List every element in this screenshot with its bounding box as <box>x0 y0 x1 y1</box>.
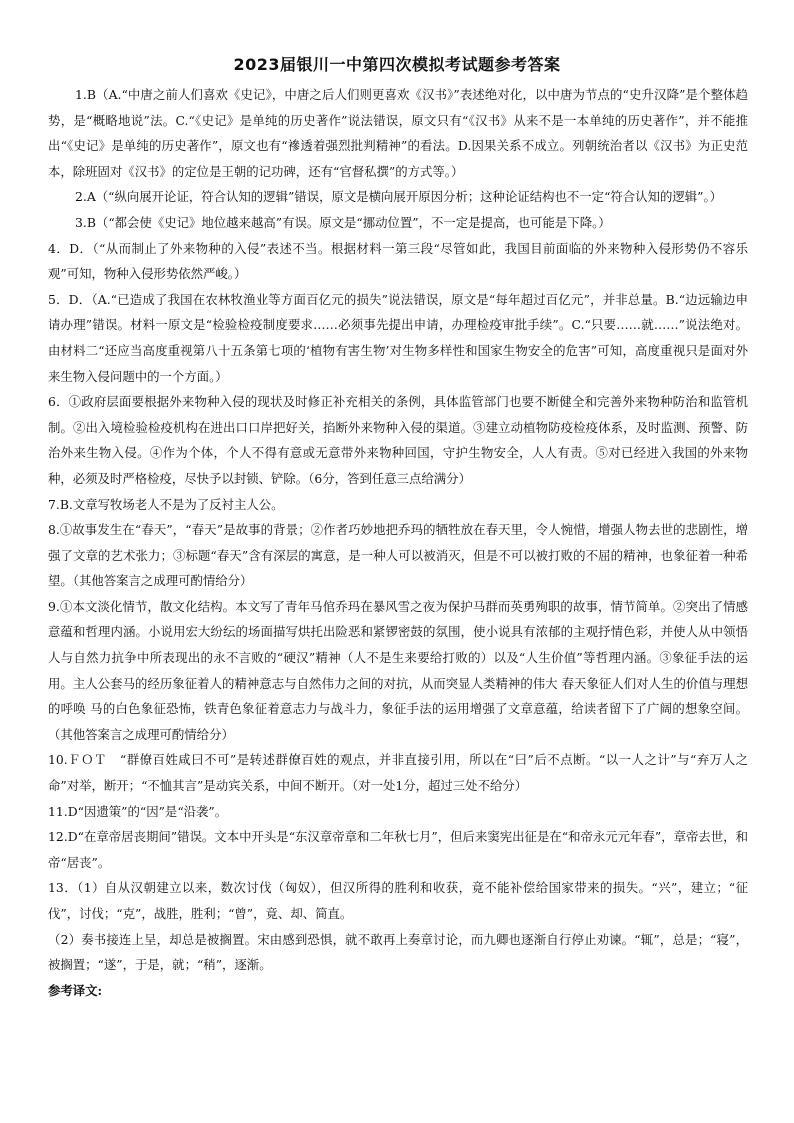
answer-item-5: 5．D．（A.“已造成了我国在农林牧渔业等方面百亿元的损失”说法错误，原文是“每年超过百亿元”，并非总量。B.“边远输边申请办理”错误。材料一原文是“检验检疫制度要求……必须事先提出申请，办理检疫审批手续”。C.“只要……就……”说法绝对。由材料二“还应当高度重视第八十五条第七项的‘植物有害生物’对生物多样性和国家生物安全的危害”可知，高度重视只是面对外来生物入侵问题中的一个方面。） <box>48 291 748 384</box>
answer-item-7: 7.B.文章写牧场老人不是为了反衬主人公。 <box>48 496 284 512</box>
answer-item-6: 6．①政府层面要根据外来物种入侵的现状及时修正补充相关的条例，具体监管部门也要不断健全和完善外来物种防治和监管机制。②出入境检验检疫机构在进出口口岸把好关，掐断外来物种入侵的渠道。③建立动植物防疫检疫体系，及时监测、预警、防治外来生物入侵。④作为个体，个人不得有意或无意带外来物种回国，守护生物安全，人人有责。⑤对已经进入我国的外来物种，必须及时严格检疫，尽快予以封锁、铲除。（6分，答到任意三点给满分） <box>48 394 748 486</box>
answer-item-12: 12.D“在章帝居丧期间”错误。文本中开头是“东汉章帝章和二年秋七月”，但后来窦宪出征是在“和帝永元元年春”，章帝去世，和帝“居丧”。 <box>48 829 748 870</box>
answer-item-13-part-1: 13．（1）自从汉朝建立以来，数次讨伐（匈奴），但汉所得的胜利和收获，竟不能补偿给国家带来的损失。“兴”，建立；“征伐”，讨伐；“克”，战胜，胜利；“曾”，竟、却、简直。 <box>48 880 748 921</box>
answer-item-1: 1.B（A.“中唐之前人们喜欢《史记》，中唐之后人们则更喜欢《汉书》”表述绝对化，以中唐为节点的“史升汉降”是个整体趋势，是“概略地说”法。C.“《史记》是单纯的历史著作”说法错误，原文只有“《汉书》从来不是一本单纯的历史著作”，并不能推出“《史记》是单纯的历史著作”，原文也有“襂透着强烈批判精神”的看法。D.因果关系不成立。列朝统治者以《汉书》为正史范本，除班固对《汉书》的定位是王朝的记功碑，还有“官督私撰”的方式等。） <box>48 87 748 179</box>
answer-item-9: 9.①本文淡化情节，散文化结构。本文写了青年马倌乔玛在暴风雪之夜为保护马群而英勇殉职的故事，情节简单。②突出了情感意蕴和哲理内涵。小说用宏大纷纭的场面描写烘托出险恶和紧锣密鼓的氛围，使小说具有浓郁的主观抒情色彩，并使人从中领悟人与自然力抗争中所表现出的永不言败的“硬汉”精神（人不是生来要给打败的）以及“人生价值”等哲理内涵。③象征手法的运用。主人公套马的经历象征着人的精神意志与自然伟力之间的对抗，从而突显人类精神的伟大 春天象征人们对人生的价值与理想的呼唤 马的白色象征恐怖，铁青色象征着意志力与战斗力，象征手法的运用增强了文章意蕴，给读者留下了广阔的想象空间。（其他答案言之成理可酌情给分） <box>48 598 748 742</box>
answer-item-3: 3.B（“都会使《史记》地位越来越高”有误。原文是“挪动位置”，不一定是提高，也可能是下降。） <box>75 214 611 230</box>
answer-item-11: 11.D“因遗策”的“因”是“沿袭”。 <box>48 803 228 819</box>
answer-item-4: 4．D．（“从而制止了外来物种的入侵”表述不当。根据材料一第三段“尽管如此，我国目前面临的外来物种入侵形势仍不容乐观”可知，物种入侵形势依然严峻。） <box>48 240 748 282</box>
answer-item-10: 10.ＦＯＴ “群僚百姓咸曰不可”是转述群僚百姓的观点，并非直接引用，所以在“曰”后不点断。“以一人之计”与“弃万人之命”对举，断开；“不恤其言”是动宾关系，中间不断开。（对一处1分，超过三处不给分） <box>48 752 748 794</box>
answer-item-8: 8.①故事发生在“春天”，“春天”是故事的背景；②作者巧妙地把乔玛的牺牲放在春天里，令人惋惜，增强人物去世的悲剧性，增强了文章的艺术张力；③标题“春天”含有深层的寓意，是一种人可以被消灭，但是不可以被打败的不屈的精神，也象征着一种希望。（其他答案言之成理可酌情给分） <box>48 522 748 589</box>
page-title: 2023届银川一中第四次模拟考试题参考答案 <box>233 55 561 74</box>
answer-body <box>48 82 748 1003</box>
answer-item-13-part-2: （2）奏书接连上呈，却总是被搁置。宋由感到恐惧，就不敢再上奏章讨论，而九卿也逐渐自行停止劝谏。“辄”，总是；“寝”，被搁置；“遂”，于是，就；“稍”，逐渐。 <box>48 931 748 973</box>
reference-translation-label: 参考译文: <box>48 982 103 998</box>
answer-item-2: 2.A（“纵向展开论证，符合认知的逻辑”错误，原文是横向展开原因分析；这种论证结构也不一定“符合认知的逻辑”。） <box>75 189 723 205</box>
